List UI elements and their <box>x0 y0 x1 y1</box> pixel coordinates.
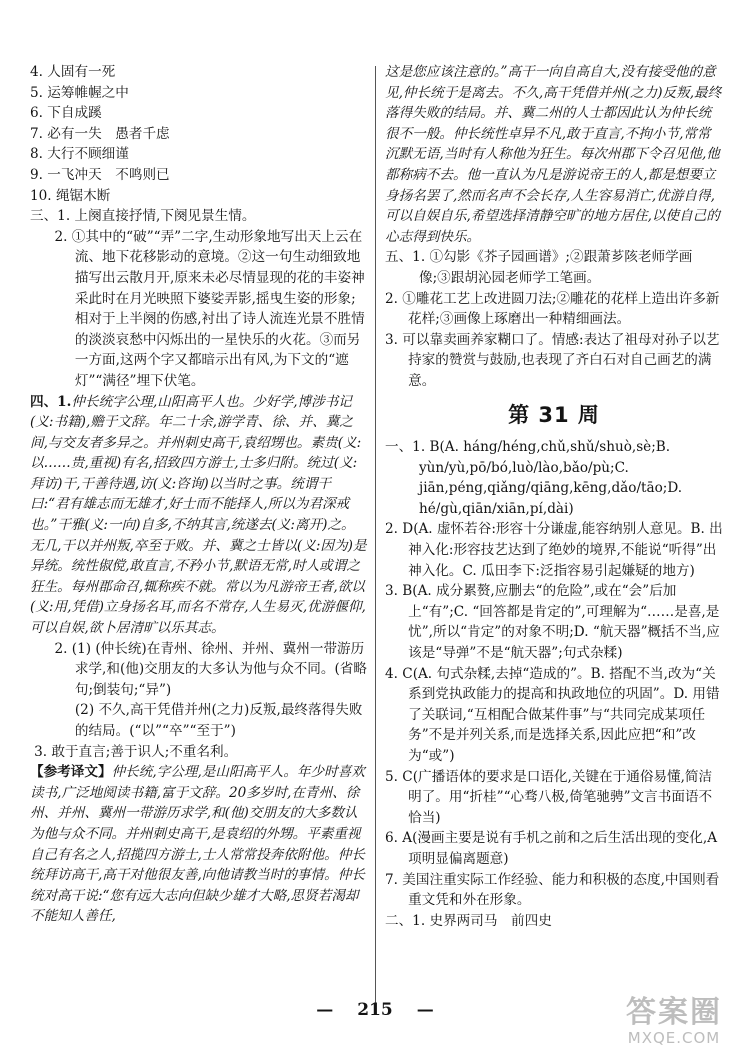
answer-item-10: 10. 绳锯木断 <box>30 187 111 204</box>
section-3-q2 <box>30 227 368 392</box>
answer-item-9: 9. 一飞冲天 不鸣则已 <box>30 166 170 183</box>
section-3-q2-part-b: ③而另一方面,这两个字又都暗示出有风,为下文的“遮灯”“满径”埋下伏笔。 <box>74 331 361 389</box>
week-heading: 第 31 周 <box>508 402 600 427</box>
right-column <box>385 62 723 931</box>
section-4-q1 <box>30 392 368 639</box>
reference-translation-label: 【参考译文】 <box>30 764 112 781</box>
section-5-q2: 2. ①雕花工艺上改进圆刀法;②雕花的花样上造出许多新花样;③画像上琢磨出一种精细画法。 <box>385 290 720 328</box>
week-answer-1: 一、1. B(A. háng/héng,chǔ,shǔ/shuò,sè;B. yùn/yù,pō/bó,luò/lào,bǎo/pù;C. jiān,péng,qiǎng/qiāng,kēng,dǎo/tāo;D. hé/gù,qiān/xiān,pí,dài) <box>385 439 683 517</box>
answer-item-5: 5. 运筹帷幄之中 <box>30 84 129 101</box>
answer-item-6: 6. 下自成蹊 <box>30 105 102 122</box>
section-4-label: 四、1. <box>30 393 72 410</box>
reference-translation <box>30 762 368 927</box>
reference-translation-continued: 这是您应该注意的。”高干一向自高自大,没有接受他的意见,仲长统于是离去。不久,高干凭借并州(之力)反叛,最终落得失败的结局。并、冀二州的人士都因此认为仲长统很不一般。仲长统性卓异不凡,敢于直言,不拘小节,常常沉默无语,当时有人称他为狂生。每次州郡下令召见他,他都称病不去。他一直认为凡是游说帝王的人,都是想要立身扬名罢了,然而名声不会长存,人生容易消亡,优游自得,可以自娱自乐,希望选择清静空旷的地方居住,以使自己的心志得到快乐。 <box>385 64 722 245</box>
week-answer-4: 4. C(A. 句式杂糅,去掉“造成的”。B. 搭配不当,改为“关系到党执政能力的提高和执政地位的巩固”。D. 用错了关联词,“互相配合做某件事”与“共同完成某项任务”不是并列关系,而是选择关系,因此应把“和”改为“或”) <box>385 665 720 764</box>
week-answer-5: 5. C(广播语体的要求是口语化,关键在于通俗易懂,简洁明了。用“折桂”“心骛八极,倚笔驰骋”文言书面语不恰当) <box>385 768 713 826</box>
section-4-q2-2: (2) 不久,高干凭借并州(之力)反叛,最终落得失败的结局。(“以”“卒”“至于”) <box>74 702 363 739</box>
section-3-q2-part-a: 2. ①其中的“破”“弄”二字,生动形象地写出天上云在流、地下花移影动的意境。②这一句生动细致地描写出云散月开,原来未必尽情显现的花的丰姿神采此时在月光映照下婆娑弄影,摇曳生姿的形象;相对于上半阕的伤感,衬出了诗人流连光景不胜情的淡淡哀愁中闪烁出的一星快乐的火花。 <box>54 228 365 348</box>
column-divider <box>375 66 376 1006</box>
watermark-title: 答案圈 <box>626 995 722 1030</box>
section-5-q1: 五、1. ①勾影《芥子园画谱》;②跟萧芗陔老师学画像;③跟胡沁园老师学工笔画。 <box>385 249 693 286</box>
week-answer-2: 2. D(A. 虚怀若谷:形容十分谦虚,能容纳别人意见。B. 出神入化:形容技艺达到了绝妙的境界,不能说“听得”出神入化。C. 瓜田李下:泛指容易引起嫌疑的地方) <box>385 521 723 579</box>
answer-item-4: 4. 人固有一死 <box>30 64 116 80</box>
answer-item-8: 8. 大行不顾细谨 <box>30 146 129 163</box>
page-number: — 215 — <box>316 1000 434 1020</box>
reference-translation-text: 仲长统,字公理,是山阳高平人。年少时喜欢读书,广泛地阅读书籍,富于文辞。20多岁时,在青州、徐州、并州、冀州一带游历求学,和(他)交朋友的大多数认为他与众不同。并州刺史高干,是袁绍的外甥。平素重视自己有名之人,招揽四方游士,士人常常投奔依附他。仲长统拜访高干,高干对他很友善,向他请教当时的事情。仲长统对高干说:“您有远大志向但缺少雄才大略,思贤若渴却不能知人善任, <box>30 764 365 925</box>
section-3-q1: 三、1. 上阕直接抒情,下阕见景生情。 <box>30 208 256 225</box>
week-answer-3: 3. B(A. 成分累赘,应删去“的危险”,或在“会”后加上“有”;C. “回答都是肯定的”,可理解为“……是喜,是忧”,所以“肯定”的对象不明;D. “航天器”概括不当,应该是“导弹”不是“航天器”;句式杂糅) <box>385 583 720 662</box>
section-4-q3: 3. 敢于直言;善于识人;不重名利。 <box>34 743 238 760</box>
left-column <box>30 62 368 927</box>
week-answer-7: 7. 美国注重实际工作经验、能力和积极的态度,中国则看重文凭和外在形象。 <box>385 871 720 909</box>
watermark-logo <box>612 996 736 1054</box>
week-answer-section-2: 二、1. 史界两司马 前四史 <box>385 912 552 929</box>
answer-item-7: 7. 必有一失 愚者千虑 <box>30 125 170 142</box>
classical-text-annotated: 仲长统字公理,山阳高平人也。少好学,博涉书记(义:书籍),赡于文辞。年二十余,游学青、徐、并、冀之间,与交友者多异之。并州刺史高干,袁绍甥也。素贵(义:以……贵,重视)有名,招致四方游士,士多归附。统过(义:拜访)干,干善待遇,访(义:咨询)以当时之事。统谓干曰:“君有雄志而无雄才,好士而不能择人,所以为君深戒也。”干雅(义:一向)自多,不纳其言,统遂去(义:离开)之。无几,干以并州叛,卒至于败。并、冀之士皆以(义:因为)是异统。统性俶傥,敢直言,不矜小节,默语无常,时人或谓之狂生。每州郡命召,辄称疾不就。常以为凡游帝王者,欲以(义:用,凭借)立身扬名耳,而名不常存,人生易灭,优游偃仰,可以自娱,欲卜居清旷以乐其志。 <box>30 393 367 637</box>
watermark-url: MXQE.COM <box>627 1029 721 1047</box>
week-answer-6: 6. A(漫画主要是说有手机之前和之后生活出现的变化,A 项明显偏离题意) <box>385 830 718 867</box>
section-5-q3: 3. 可以靠卖画养家糊口了。情感:表达了祖母对孙子以艺持家的赞赏与鼓励,也表现了齐白石对自己画艺的满意。 <box>385 331 720 389</box>
section-4-q2-1: 2. (1) (仲长统)在青州、徐州、并州、冀州一带游历求学,和(他)交朋友的大多认为他与众不同。(省略句;倒装句;“异”) <box>54 640 367 698</box>
